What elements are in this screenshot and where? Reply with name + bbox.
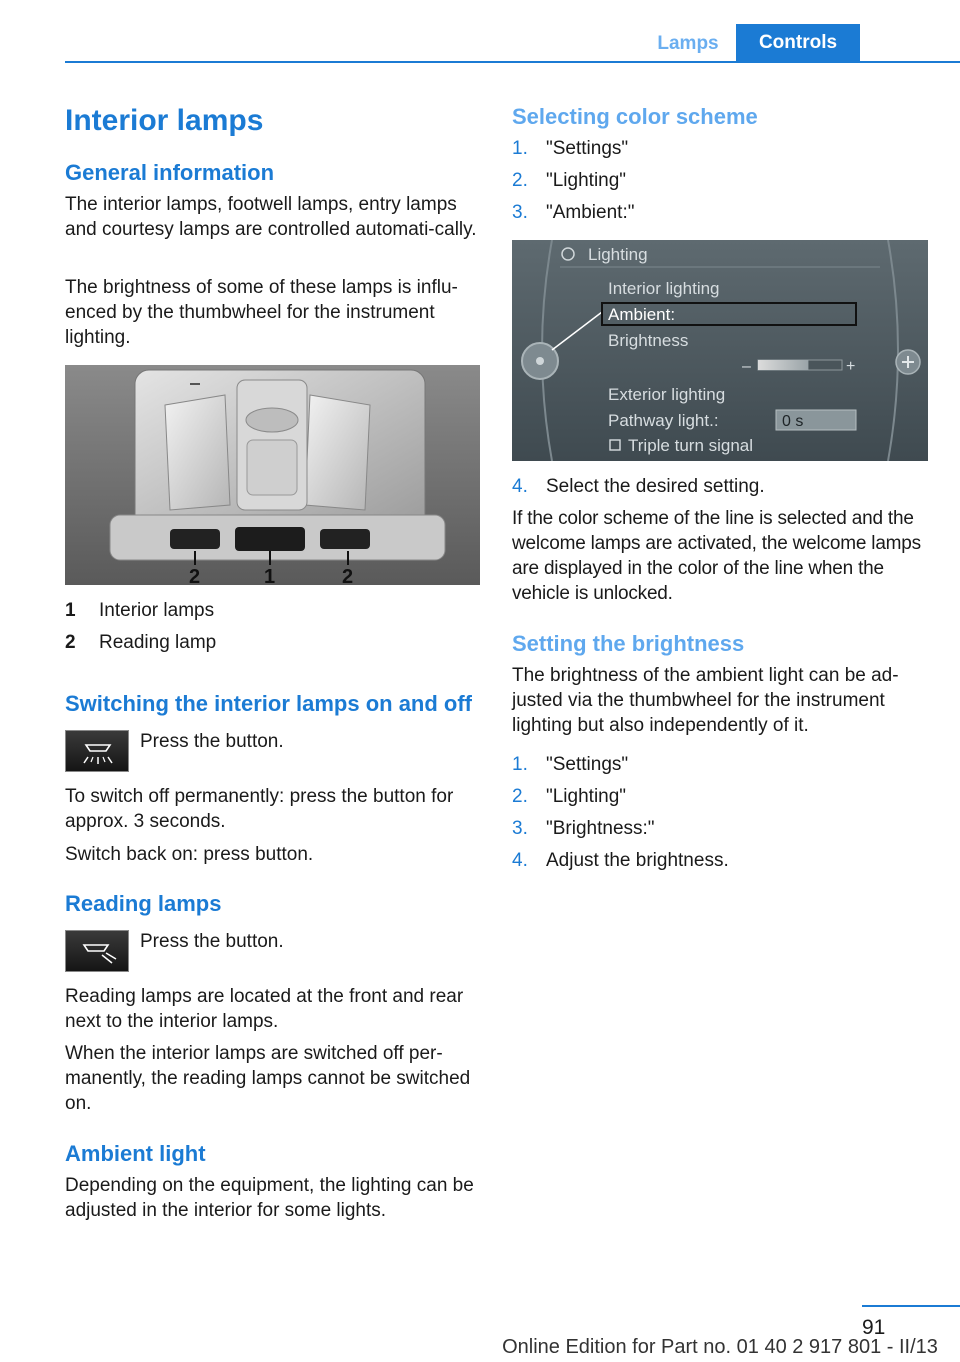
step-text: "Settings" [546,754,629,775]
screen-title: Lighting [588,245,648,264]
step-text: "Lighting" [546,786,627,807]
brightness-slider-fill [758,360,808,370]
header-section-tab: Lamps [657,33,719,54]
interior-lamp-icon [66,731,130,773]
photo-legend [65,598,480,658]
reading-press-instruction: Press the button. [140,931,284,952]
reading-paragraph-1: Reading lamps are located at the front and rear next to the interior lamps. [65,986,464,1032]
reading-lamp-button-icon [65,930,129,972]
color-scheme-paragraph: If the color scheme of the line is selected and the welcome lamps are activated, the welcome lamps are displayed in the color of the line when the vehicle is unlocked. [512,508,921,604]
heading-reading-lamps: Reading lamps [65,891,222,916]
heading-general-information: General information [65,160,275,185]
step-text: "Ambient:" [546,202,635,223]
step-text: Adjust the brightness. [546,850,729,871]
color-scheme-steps [512,136,930,226]
page-title: Interior lamps [65,104,264,137]
slider-plus-label: + [846,358,856,375]
screen-row-exterior: Exterior lighting [608,385,726,404]
photo-callout-left: 2 [189,566,201,585]
legend-label: Interior lamps [99,600,215,621]
heading-switching-interior-lamps: Switching the interior lamps on and off [65,691,473,716]
color-scheme-step-4 [512,474,930,502]
brightness-steps [512,752,930,876]
page-number: 91 [862,1316,886,1339]
pathway-value: 0 s [782,413,804,430]
step-text: "Lighting" [546,170,627,191]
footer-rule [862,1305,960,1307]
heading-selecting-color-scheme: Selecting color scheme [512,104,758,129]
screen-row-triple: Triple turn signal [628,436,754,455]
idrive-lighting-screen [512,240,928,461]
step-text: Select the desired setting. [546,476,765,497]
legend-number: 2 [65,632,76,653]
switch-paragraph-1: To switch off permanently: press the button for approx. 3 seconds. [65,786,454,832]
general-paragraph-2: The brightness of some of these lamps is influ-enced by the thumbwheel for the instrument lighting. [65,277,458,348]
step-number: 1. [512,754,528,775]
edition-note: Online Edition for Part no. 01 40 2 917 801 - II/13 [502,1336,938,1358]
photo-callout-right: 2 [342,566,354,585]
legend-number: 1 [65,600,76,621]
reading-paragraph-2: When the interior lamps are switched off per-manently, the reading lamps cannot be switched on. [65,1043,471,1114]
photo-callout-center: 1 [264,566,276,585]
slider-minus-label: – [742,358,751,375]
heading-ambient-light: Ambient light [65,1141,206,1166]
step-number: 4. [512,476,528,497]
header-chapter-tab: Controls [736,24,860,62]
header-rule [65,61,960,63]
switch-press-instruction: Press the button. [140,731,284,752]
step-number: 3. [512,818,528,839]
switch-paragraph-2: Switch back on: press button. [65,844,314,865]
step-number: 2. [512,786,528,807]
legend-label: Reading lamp [99,632,217,653]
screen-row-brightness: Brightness [608,331,689,350]
step-number: 2. [512,170,528,191]
screen-row-pathway: Pathway light.: [608,411,719,430]
general-paragraph-1: The interior lamps, footwell lamps, entry lamps and courtesy lamps are controlled automati-cally. [65,194,477,240]
reading-lamp-icon [66,931,130,973]
ambient-paragraph-1: Depending on the equipment, the lighting can be adjusted in the interior for some lights. [65,1175,474,1221]
interior-lamp-button-icon [65,730,129,772]
step-number: 4. [512,850,528,871]
heading-setting-brightness: Setting the brightness [512,631,745,656]
step-number: 3. [512,202,528,223]
overhead-console-photo [65,365,480,585]
step-text: "Brightness:" [546,818,655,839]
screen-row-ambient: Ambient: [608,305,676,324]
step-number: 1. [512,138,528,159]
step-text: "Settings" [546,138,629,159]
screen-row-interior: Interior lighting [608,279,720,298]
brightness-paragraph: The brightness of the ambient light can be ad-justed via the thumbwheel for the instrument lighting but also independently of it. [512,665,899,736]
